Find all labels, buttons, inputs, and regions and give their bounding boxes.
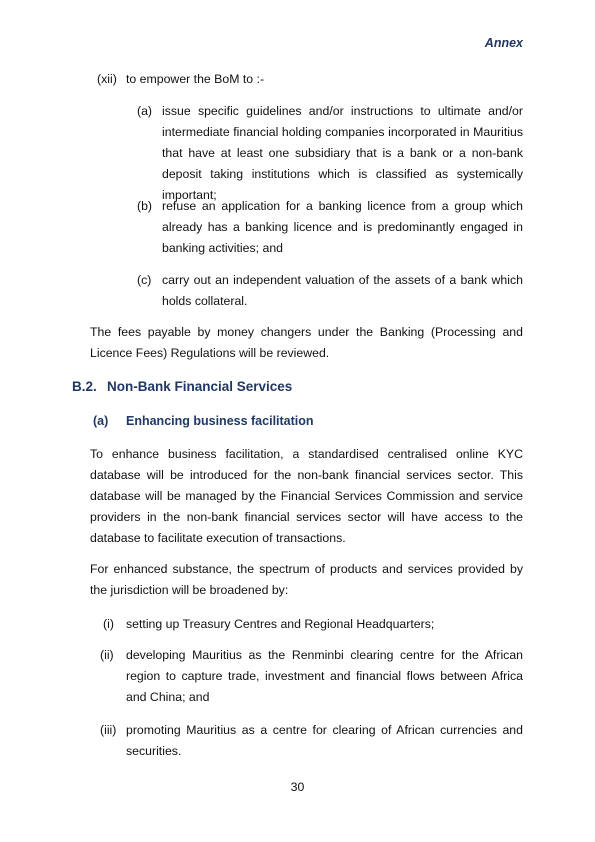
list-item-text: refuse an application for a banking licence from a group which already has a banking licence and is predominantly engaged in banking activities; and — [162, 199, 523, 255]
list-item-text: issue specific guidelines and/or instructions to ultimate and/or intermediate financial holding companies incorporated in Mauritius that have at least one subsidiary that is a bank or a non-bank deposit taking institutions which is classified as systemically important; — [162, 104, 523, 202]
list-item-text: carry out an independent valuation of the assets of a bank which holds collateral. — [162, 273, 523, 308]
running-header: Annex — [484, 36, 523, 50]
list-item-text: developing Mauritius as the Renminbi clearing centre for the African region to capture trade, investment and financial flows between Africa and China; and — [126, 648, 523, 704]
list-marker: (b) — [137, 199, 153, 213]
section-title: Non-Bank Financial Services — [107, 379, 293, 394]
paragraph-substance: For enhanced substance, the spectrum of products and services provided by the jurisdiction will be broadened by: — [90, 562, 523, 597]
sub-item-b — [137, 196, 523, 259]
section-heading — [72, 379, 293, 394]
roman-item-i — [103, 614, 523, 635]
subsection-heading — [93, 414, 314, 428]
list-marker: (ii) — [100, 648, 114, 662]
list-item-text: promoting Mauritius as a centre for clearing of African currencies and securities. — [126, 723, 523, 758]
list-marker: (xii) — [97, 72, 117, 86]
subsection-marker: (a) — [93, 414, 109, 428]
list-marker: (c) — [137, 273, 152, 287]
list-marker: (a) — [137, 104, 153, 118]
list-marker: (i) — [103, 617, 114, 631]
list-marker: (iii) — [100, 723, 117, 737]
sub-item-a — [137, 101, 523, 206]
paragraph-fees: The fees payable by money changers under the Banking (Processing and Licence Fees) Regulations will be reviewed. — [90, 325, 523, 360]
paragraph-kyc: To enhance business facilitation, a standardised centralised online KYC database will be introduced for the non-bank financial services sector. This database will be managed by the Financial Services Commission and service providers in the non-bank financial services sector will have access to the database to facilitate execution of transactions. — [90, 447, 523, 545]
sub-item-c — [137, 270, 523, 312]
roman-item-iii — [100, 720, 523, 762]
subsection-title: Enhancing business facilitation — [126, 414, 314, 428]
roman-item-ii — [100, 645, 523, 708]
page-number: 30 — [290, 780, 305, 794]
list-item-xii — [97, 69, 527, 90]
list-item-text: to empower the BoM to :- — [126, 72, 265, 86]
list-item-text: setting up Treasury Centres and Regional Headquarters; — [126, 617, 435, 631]
section-number: B.2. — [72, 379, 97, 394]
